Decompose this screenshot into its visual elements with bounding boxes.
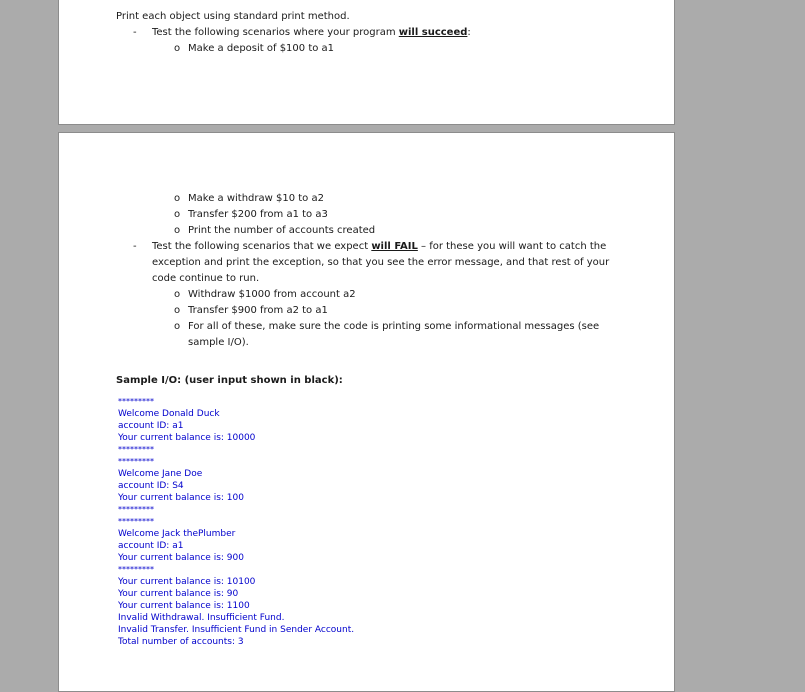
sub-item-messages-line-1: For all of these, make sure the code is printing some informational messages (see bbox=[188, 321, 600, 332]
output-line: account ID: S4 bbox=[118, 481, 184, 491]
sample-io-heading: Sample I/O: (user input shown in black): bbox=[116, 375, 343, 386]
output-line: Your current balance is: 90 bbox=[118, 589, 239, 599]
output-line: ********* bbox=[118, 517, 154, 526]
circle-bullet: o bbox=[174, 305, 181, 316]
sub-item-deposit: Make a deposit of $100 to a1 bbox=[188, 43, 335, 54]
emphasis-will-succeed: will succeed bbox=[398, 27, 468, 38]
sub-item-print-count: Print the number of accounts created bbox=[188, 225, 376, 236]
scenario-succeed-line bbox=[152, 25, 471, 41]
dash-bullet: - bbox=[133, 27, 137, 38]
circle-bullet: o bbox=[174, 209, 181, 220]
output-line: Your current balance is: 1100 bbox=[118, 601, 250, 611]
output-line: account ID: a1 bbox=[118, 541, 184, 551]
sub-item-messages-line-2: sample I/O). bbox=[188, 337, 249, 348]
output-line: ********* bbox=[118, 445, 154, 454]
output-line: ********* bbox=[118, 397, 154, 406]
output-line: Your current balance is: 10000 bbox=[118, 433, 256, 443]
output-line: Invalid Withdrawal. Insufficient Fund. bbox=[118, 613, 285, 623]
output-line: Your current balance is: 100 bbox=[118, 493, 244, 503]
circle-bullet: o bbox=[174, 321, 181, 332]
sub-item-withdraw: Make a withdraw $10 to a2 bbox=[188, 193, 324, 204]
emphasis-will-fail: will FAIL bbox=[371, 241, 418, 252]
output-line: Welcome Jack thePlumber bbox=[118, 529, 236, 539]
output-line: Welcome Donald Duck bbox=[118, 409, 220, 419]
sub-item-transfer: Transfer $200 from a1 to a3 bbox=[188, 209, 328, 220]
output-line: Total number of accounts: 3 bbox=[118, 637, 244, 647]
output-line: Your current balance is: 10100 bbox=[118, 577, 256, 587]
scenario-fail-line-3: code continue to run. bbox=[152, 273, 260, 284]
output-line: Invalid Transfer. Insufficient Fund in Sender Account. bbox=[118, 625, 355, 635]
paragraph-print-objects: Print each object using standard print method. bbox=[116, 11, 350, 22]
dash-bullet: - bbox=[133, 241, 137, 252]
output-line: ********* bbox=[118, 505, 154, 514]
document-page-1 bbox=[58, 0, 675, 125]
scenario-fail-line-2: exception and print the exception, so that you see the error message, and that rest of your bbox=[152, 257, 610, 268]
text-fragment: : bbox=[467, 27, 471, 38]
circle-bullet: o bbox=[174, 289, 181, 300]
output-line: Welcome Jane Doe bbox=[118, 469, 203, 479]
output-line: account ID: a1 bbox=[118, 421, 184, 431]
output-line: ********* bbox=[118, 565, 154, 574]
document-page-2 bbox=[58, 132, 675, 692]
output-line: Your current balance is: 900 bbox=[118, 553, 244, 563]
sub-item-withdraw-fail: Withdraw $1000 from account a2 bbox=[188, 289, 356, 300]
text-fragment: – for these you will want to catch the bbox=[417, 241, 607, 252]
circle-bullet: o bbox=[174, 43, 181, 54]
circle-bullet: o bbox=[174, 193, 181, 204]
scenario-fail-line-1 bbox=[152, 239, 606, 255]
text-fragment: Test the following scenarios where your program bbox=[152, 27, 399, 38]
output-line: ********* bbox=[118, 457, 154, 466]
circle-bullet: o bbox=[174, 225, 181, 236]
text-fragment: Test the following scenarios that we expect bbox=[152, 241, 372, 252]
sub-item-transfer-fail: Transfer $900 from a2 to a1 bbox=[188, 305, 328, 316]
